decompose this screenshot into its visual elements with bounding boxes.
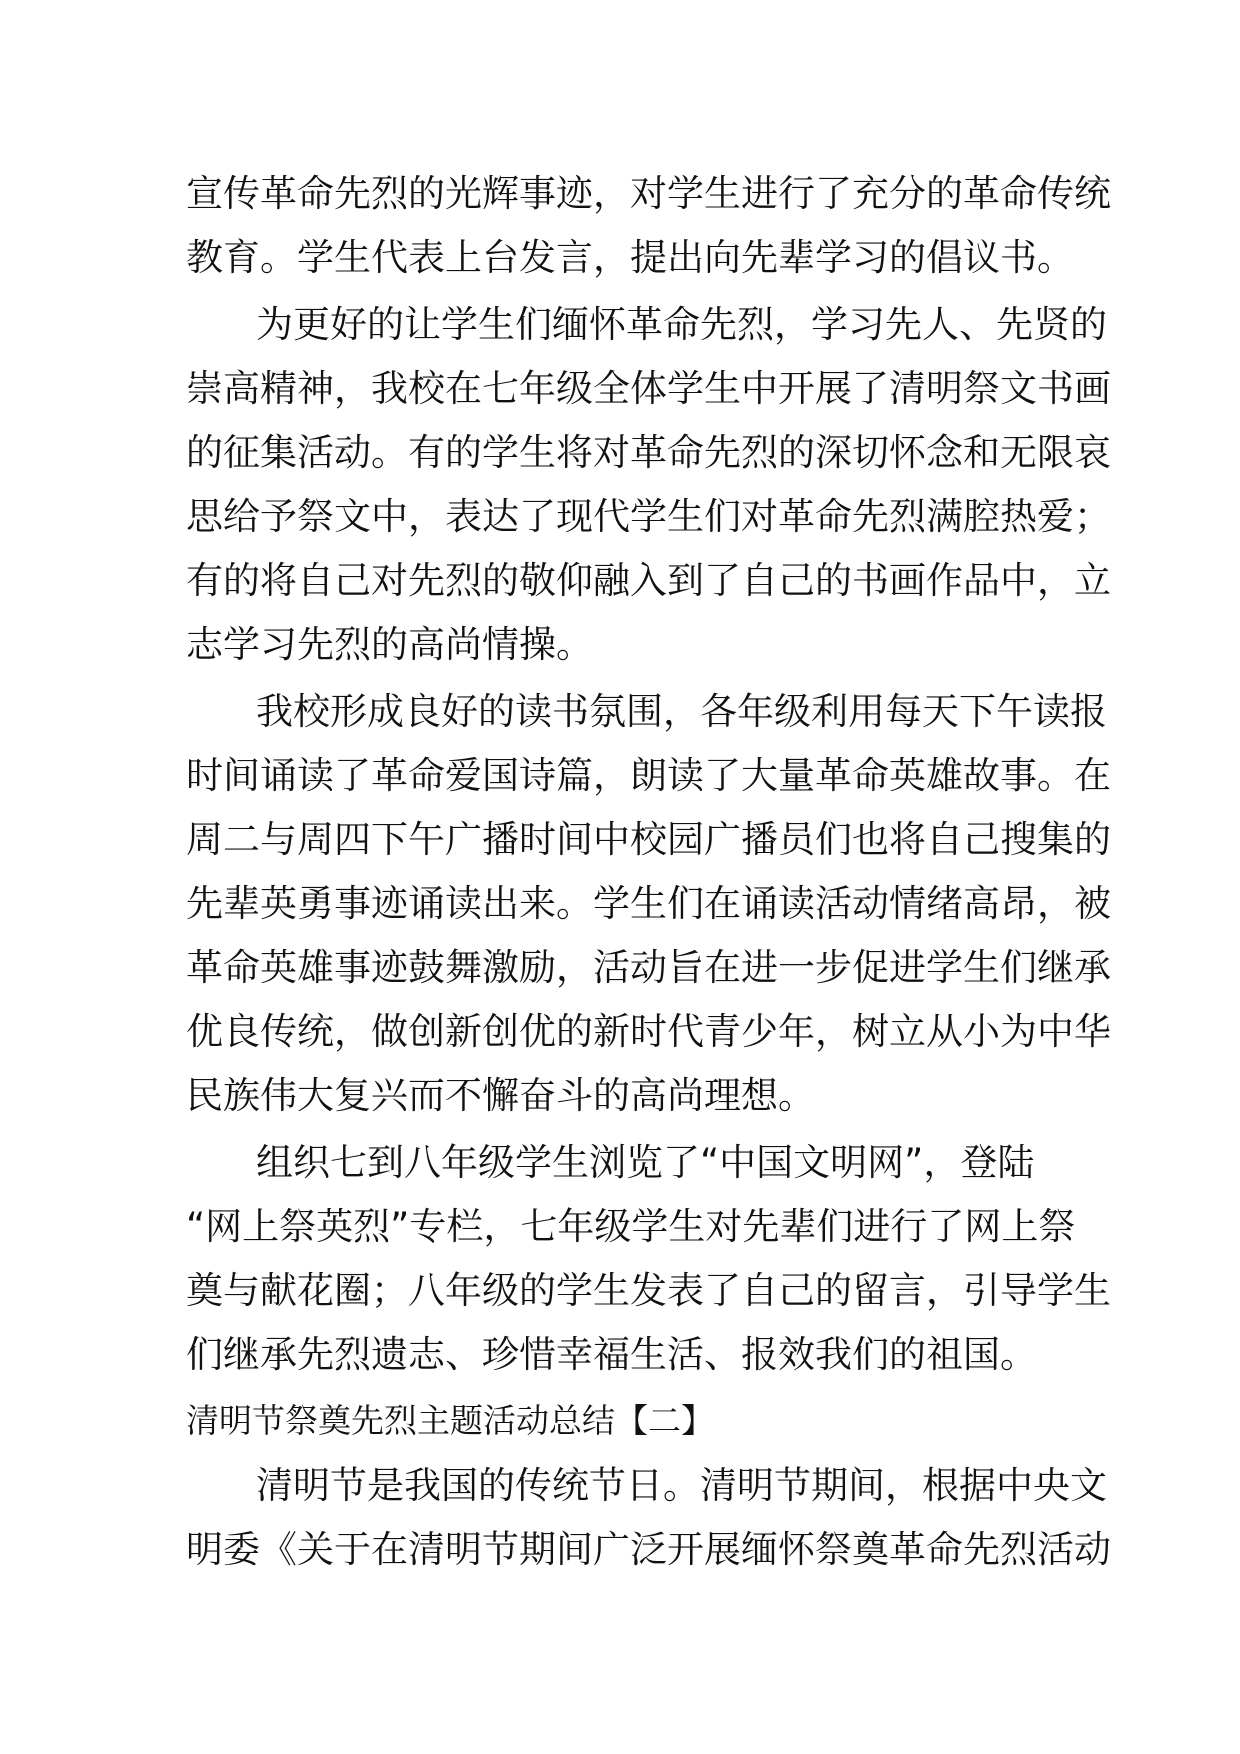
text-line: 的征集活动。有的学生将对革命先烈的深切怀念和无限哀 bbox=[186, 431, 1111, 474]
text-line: 优良传统，做创新创优的新时代青少年，树立从小为中华 bbox=[186, 1010, 1111, 1053]
paragraph-first-line: 清明节是我国的传统节日。清明节期间，根据中央文 bbox=[256, 1464, 1107, 1507]
section-heading: 清明节祭奠先烈主题活动总结【二】 bbox=[186, 1401, 714, 1440]
text-line: 明委《关于在清明节期间广泛开展缅怀祭奠革命先烈活动 bbox=[186, 1528, 1111, 1571]
text-line: 民族伟大复兴而不懈奋斗的高尚理想。 bbox=[186, 1074, 815, 1117]
text-line: 们继承先烈遗志、珍惜幸福生活、报效我们的祖国。 bbox=[186, 1333, 1037, 1376]
paragraph-first-line: 为更好的让学生们缅怀革命先烈，学习先人、先贤的 bbox=[256, 303, 1107, 346]
text-line: 革命英雄事迹鼓舞激励，活动旨在进一步促进学生们继承 bbox=[186, 946, 1111, 989]
text-line: 教育。学生代表上台发言，提出向先辈学习的倡议书。 bbox=[186, 236, 1074, 279]
text-line: 先辈英勇事迹诵读出来。学生们在诵读活动情绪高昂，被 bbox=[186, 882, 1111, 925]
paragraph-first-line: 组织七到八年级学生浏览了“中国文明网”，登陆 bbox=[256, 1141, 1035, 1184]
text-line: 时间诵读了革命爱国诗篇，朗读了大量革命英雄故事。在 bbox=[186, 754, 1111, 797]
text-line: 思给予祭文中，表达了现代学生们对革命先烈满腔热爱； bbox=[186, 495, 1111, 538]
text-line: 崇高精神，我校在七年级全体学生中开展了清明祭文书画 bbox=[186, 367, 1111, 410]
text-line: “网上祭英烈”专栏，七年级学生对先辈们进行了网上祭 bbox=[186, 1205, 1076, 1248]
text-line: 有的将自己对先烈的敬仰融入到了自己的书画作品中，立 bbox=[186, 559, 1111, 602]
text-line: 奠与献花圈；八年级的学生发表了自己的留言，引导学生 bbox=[186, 1269, 1111, 1312]
text-line: 周二与周四下午广播时间中校园广播员们也将自己搜集的 bbox=[186, 818, 1111, 861]
text-line: 宣传革命先烈的光辉事迹，对学生进行了充分的革命传统 bbox=[186, 172, 1111, 215]
paragraph-first-line: 我校形成良好的读书氛围，各年级利用每天下午读报 bbox=[256, 690, 1107, 733]
text-line: 志学习先烈的高尚情操。 bbox=[186, 623, 593, 666]
